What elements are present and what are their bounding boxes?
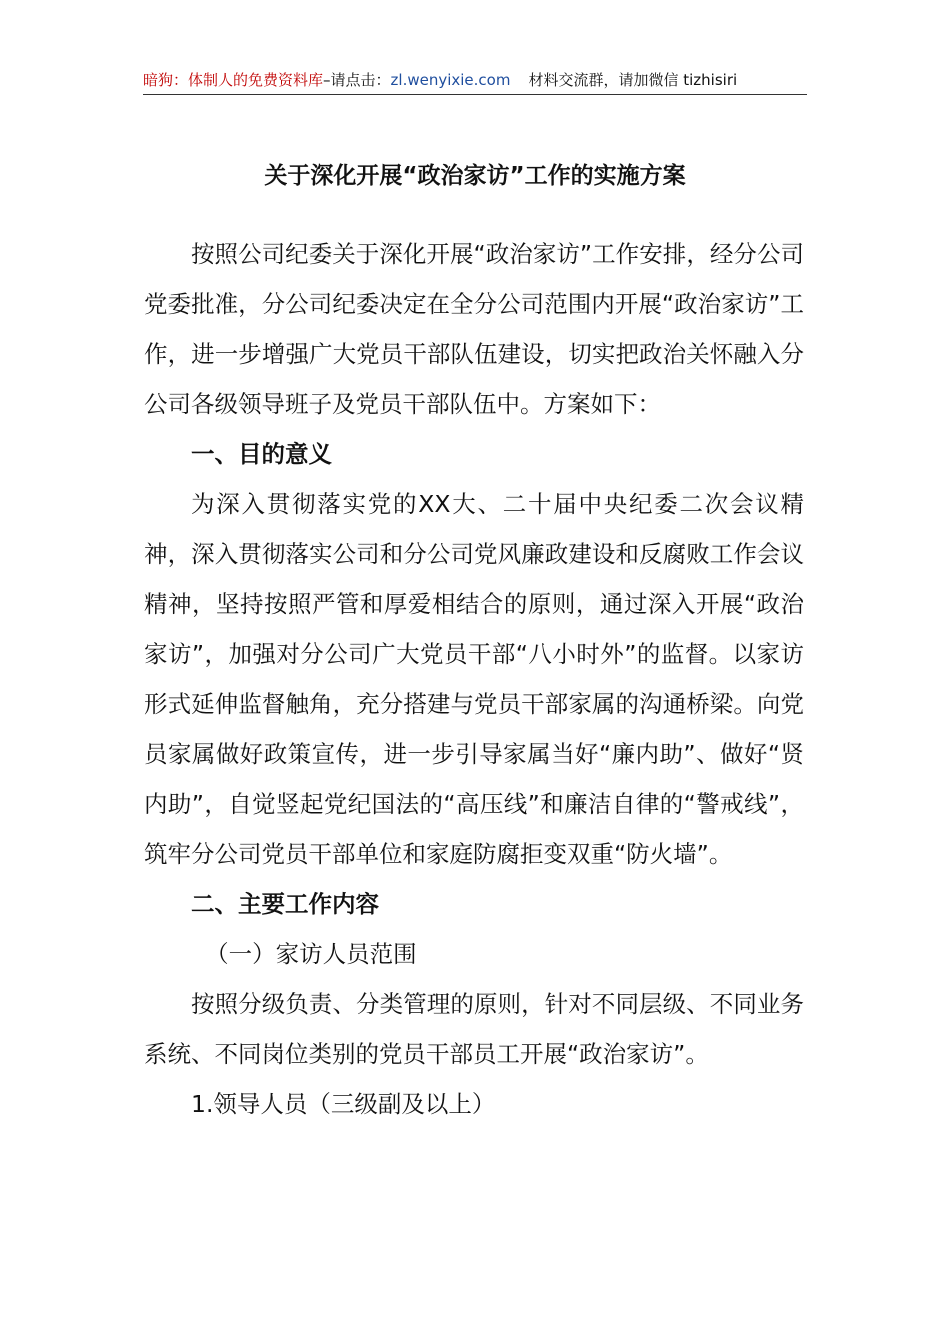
section1-heading: 一、目的意义 <box>191 440 332 468</box>
section1-paragraph: 为深入贯彻落实党的XX大、二十届中央纪委二次会议精神，深入贯彻落实公司和分公司党风廉政建设和反腐败工作会议精神，坚持按照严管和厚爱相结合的原则，通过深入开展“政治家访”，加强对分公司广大党员干部“八小时外”的监督。以家访形式延伸监督触角，充分搭建与党员干部家属的沟通桥梁。向党员家属做好政策宣传，进一步引导家属当好“廉内助”、做好“贤内助”，自觉竖起党纪国法的“高压线”和廉洁自律的“警戒线”，筑牢分公司党员干部单位和家庭防腐拒变双重“防火墙”。 <box>144 490 804 868</box>
header-prompt: –请点击： <box>323 71 391 89</box>
header-brand: 暗狗：体制人的免费资料库 <box>143 71 324 89</box>
section2-heading: 二、主要工作内容 <box>191 890 379 918</box>
header-link[interactable]: zl.wenyixie.com <box>390 71 511 89</box>
page-header <box>143 66 807 95</box>
list-item-1: 1.领导人员（三级副及以上） <box>191 1090 496 1118</box>
document-body <box>144 229 804 1129</box>
subsection1-heading: （一）家访人员范围 <box>205 940 417 968</box>
intro-paragraph: 按照公司纪委关于深化开展“政治家访”工作安排，经分公司党委批准，分公司纪委决定在全分公司范围内开展“政治家访”工作，进一步增强广大党员干部队伍建设，切实把政治关怀融入分公司各级领导班子及党员干部队伍中。方案如下： <box>144 240 804 418</box>
subsection1-paragraph: 按照分级负责、分类管理的原则，针对不同层级、不同业务系统、不同岗位类别的党员干部员工开展“政治家访”。 <box>144 990 804 1068</box>
header-contact: 材料交流群，请加微信 tizhisiri <box>528 71 738 89</box>
document-title: 关于深化开展“政治家访”工作的实施方案 <box>264 163 686 189</box>
